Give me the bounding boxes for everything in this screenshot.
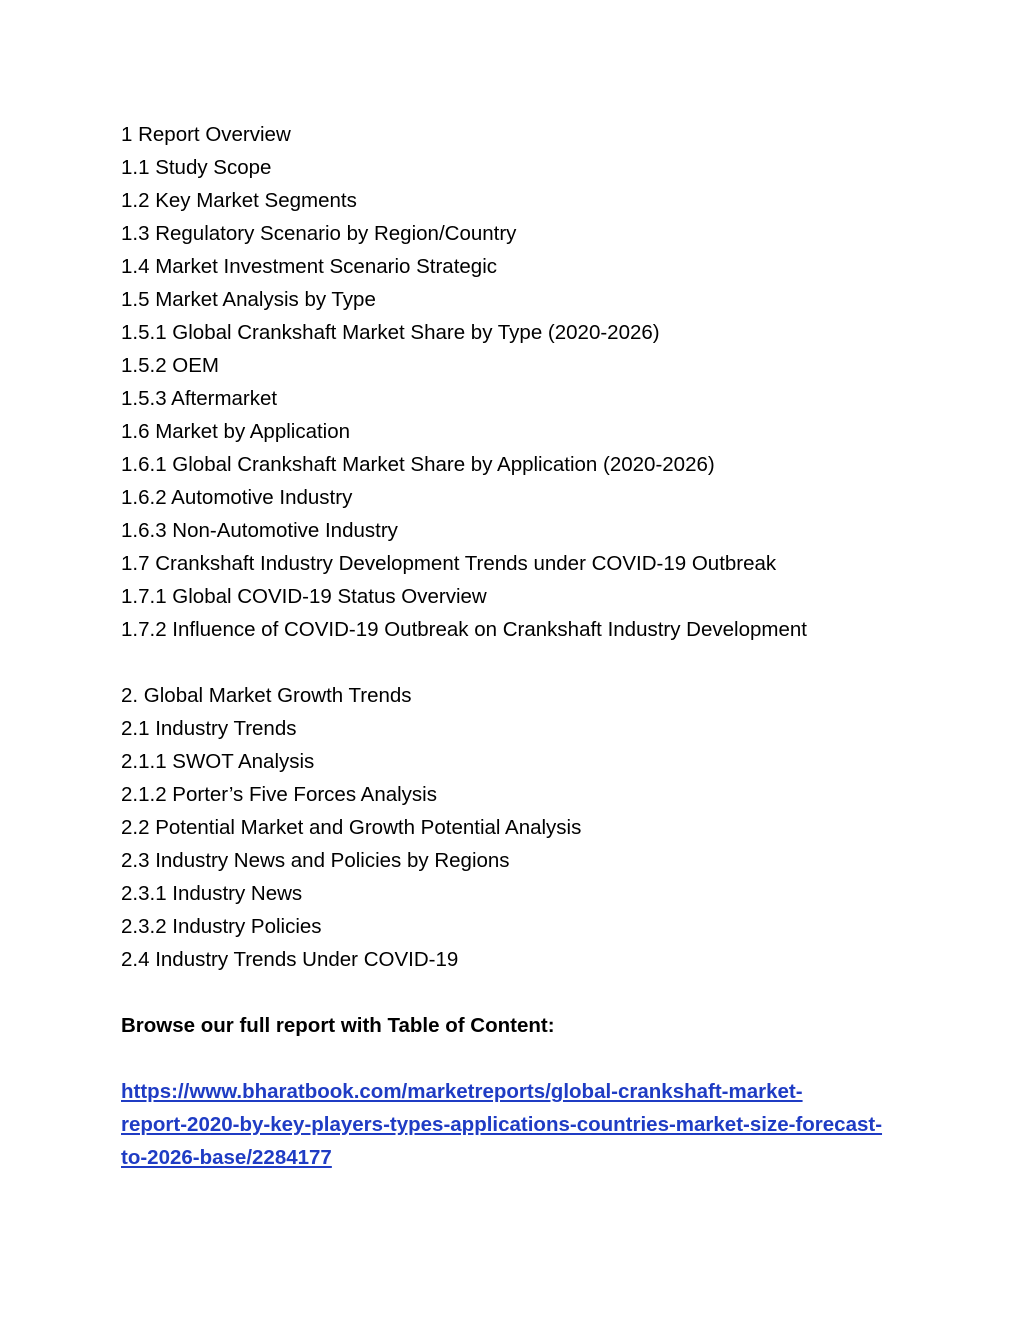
report-link-line: report-2020-by-key-players-types-applications-countries-market-size-forecast- <box>121 1113 883 1136</box>
toc-item: 1.1 Study Scope <box>121 156 272 179</box>
toc-item: 2.1.1 SWOT Analysis <box>121 750 315 773</box>
toc-item: 1.7 Crankshaft Industry Development Trends under COVID-19 Outbreak <box>121 552 777 575</box>
toc-item: 1.5.2 OEM <box>121 354 219 377</box>
toc-item: 2.4 Industry Trends Under COVID-19 <box>121 948 459 971</box>
toc-item: 2.1.2 Porter’s Five Forces Analysis <box>121 783 437 806</box>
toc-item: 2.3.2 Industry Policies <box>121 915 322 938</box>
toc-item: 1.6.1 Global Crankshaft Market Share by Application (2020-2026) <box>121 453 715 476</box>
toc-item: 1.5.1 Global Crankshaft Market Share by Type (2020-2026) <box>121 321 660 344</box>
toc-section-1 <box>121 118 901 646</box>
report-link-line: to-2026-base/2284177 <box>121 1146 332 1169</box>
document-page <box>121 118 901 1174</box>
toc-item: 1.6 Market by Application <box>121 420 351 443</box>
toc-item: 1.2 Key Market Segments <box>121 189 357 212</box>
toc-item: 2.3.1 Industry News <box>121 882 303 905</box>
toc-item: 1.6.2 Automotive Industry <box>121 486 353 509</box>
report-link-line: https://www.bharatbook.com/marketreports/global-crankshaft-market- <box>121 1080 803 1103</box>
section-spacer <box>121 976 901 1009</box>
toc-item: 2.3 Industry News and Policies by Regions <box>121 849 510 872</box>
toc-item: 1 Report Overview <box>121 123 291 146</box>
report-link[interactable] <box>121 1075 891 1174</box>
toc-item: 2. Global Market Growth Trends <box>121 684 412 707</box>
section-spacer <box>121 646 901 679</box>
toc-item: 1.5 Market Analysis by Type <box>121 288 376 311</box>
toc-item: 2.1 Industry Trends <box>121 717 297 740</box>
toc-item: 1.3 Regulatory Scenario by Region/Country <box>121 222 517 245</box>
toc-item: 1.6.3 Non-Automotive Industry <box>121 519 398 542</box>
toc-item: 1.5.3 Aftermarket <box>121 387 278 410</box>
toc-item: 1.7.1 Global COVID-19 Status Overview <box>121 585 487 608</box>
toc-section-2 <box>121 679 901 976</box>
section-spacer <box>121 1042 901 1075</box>
browse-heading: Browse our full report with Table of Content: <box>121 1014 555 1037</box>
toc-item: 1.4 Market Investment Scenario Strategic <box>121 255 498 278</box>
toc-item: 2.2 Potential Market and Growth Potential Analysis <box>121 816 582 839</box>
toc-item: 1.7.2 Influence of COVID-19 Outbreak on Crankshaft Industry Development <box>121 618 807 641</box>
